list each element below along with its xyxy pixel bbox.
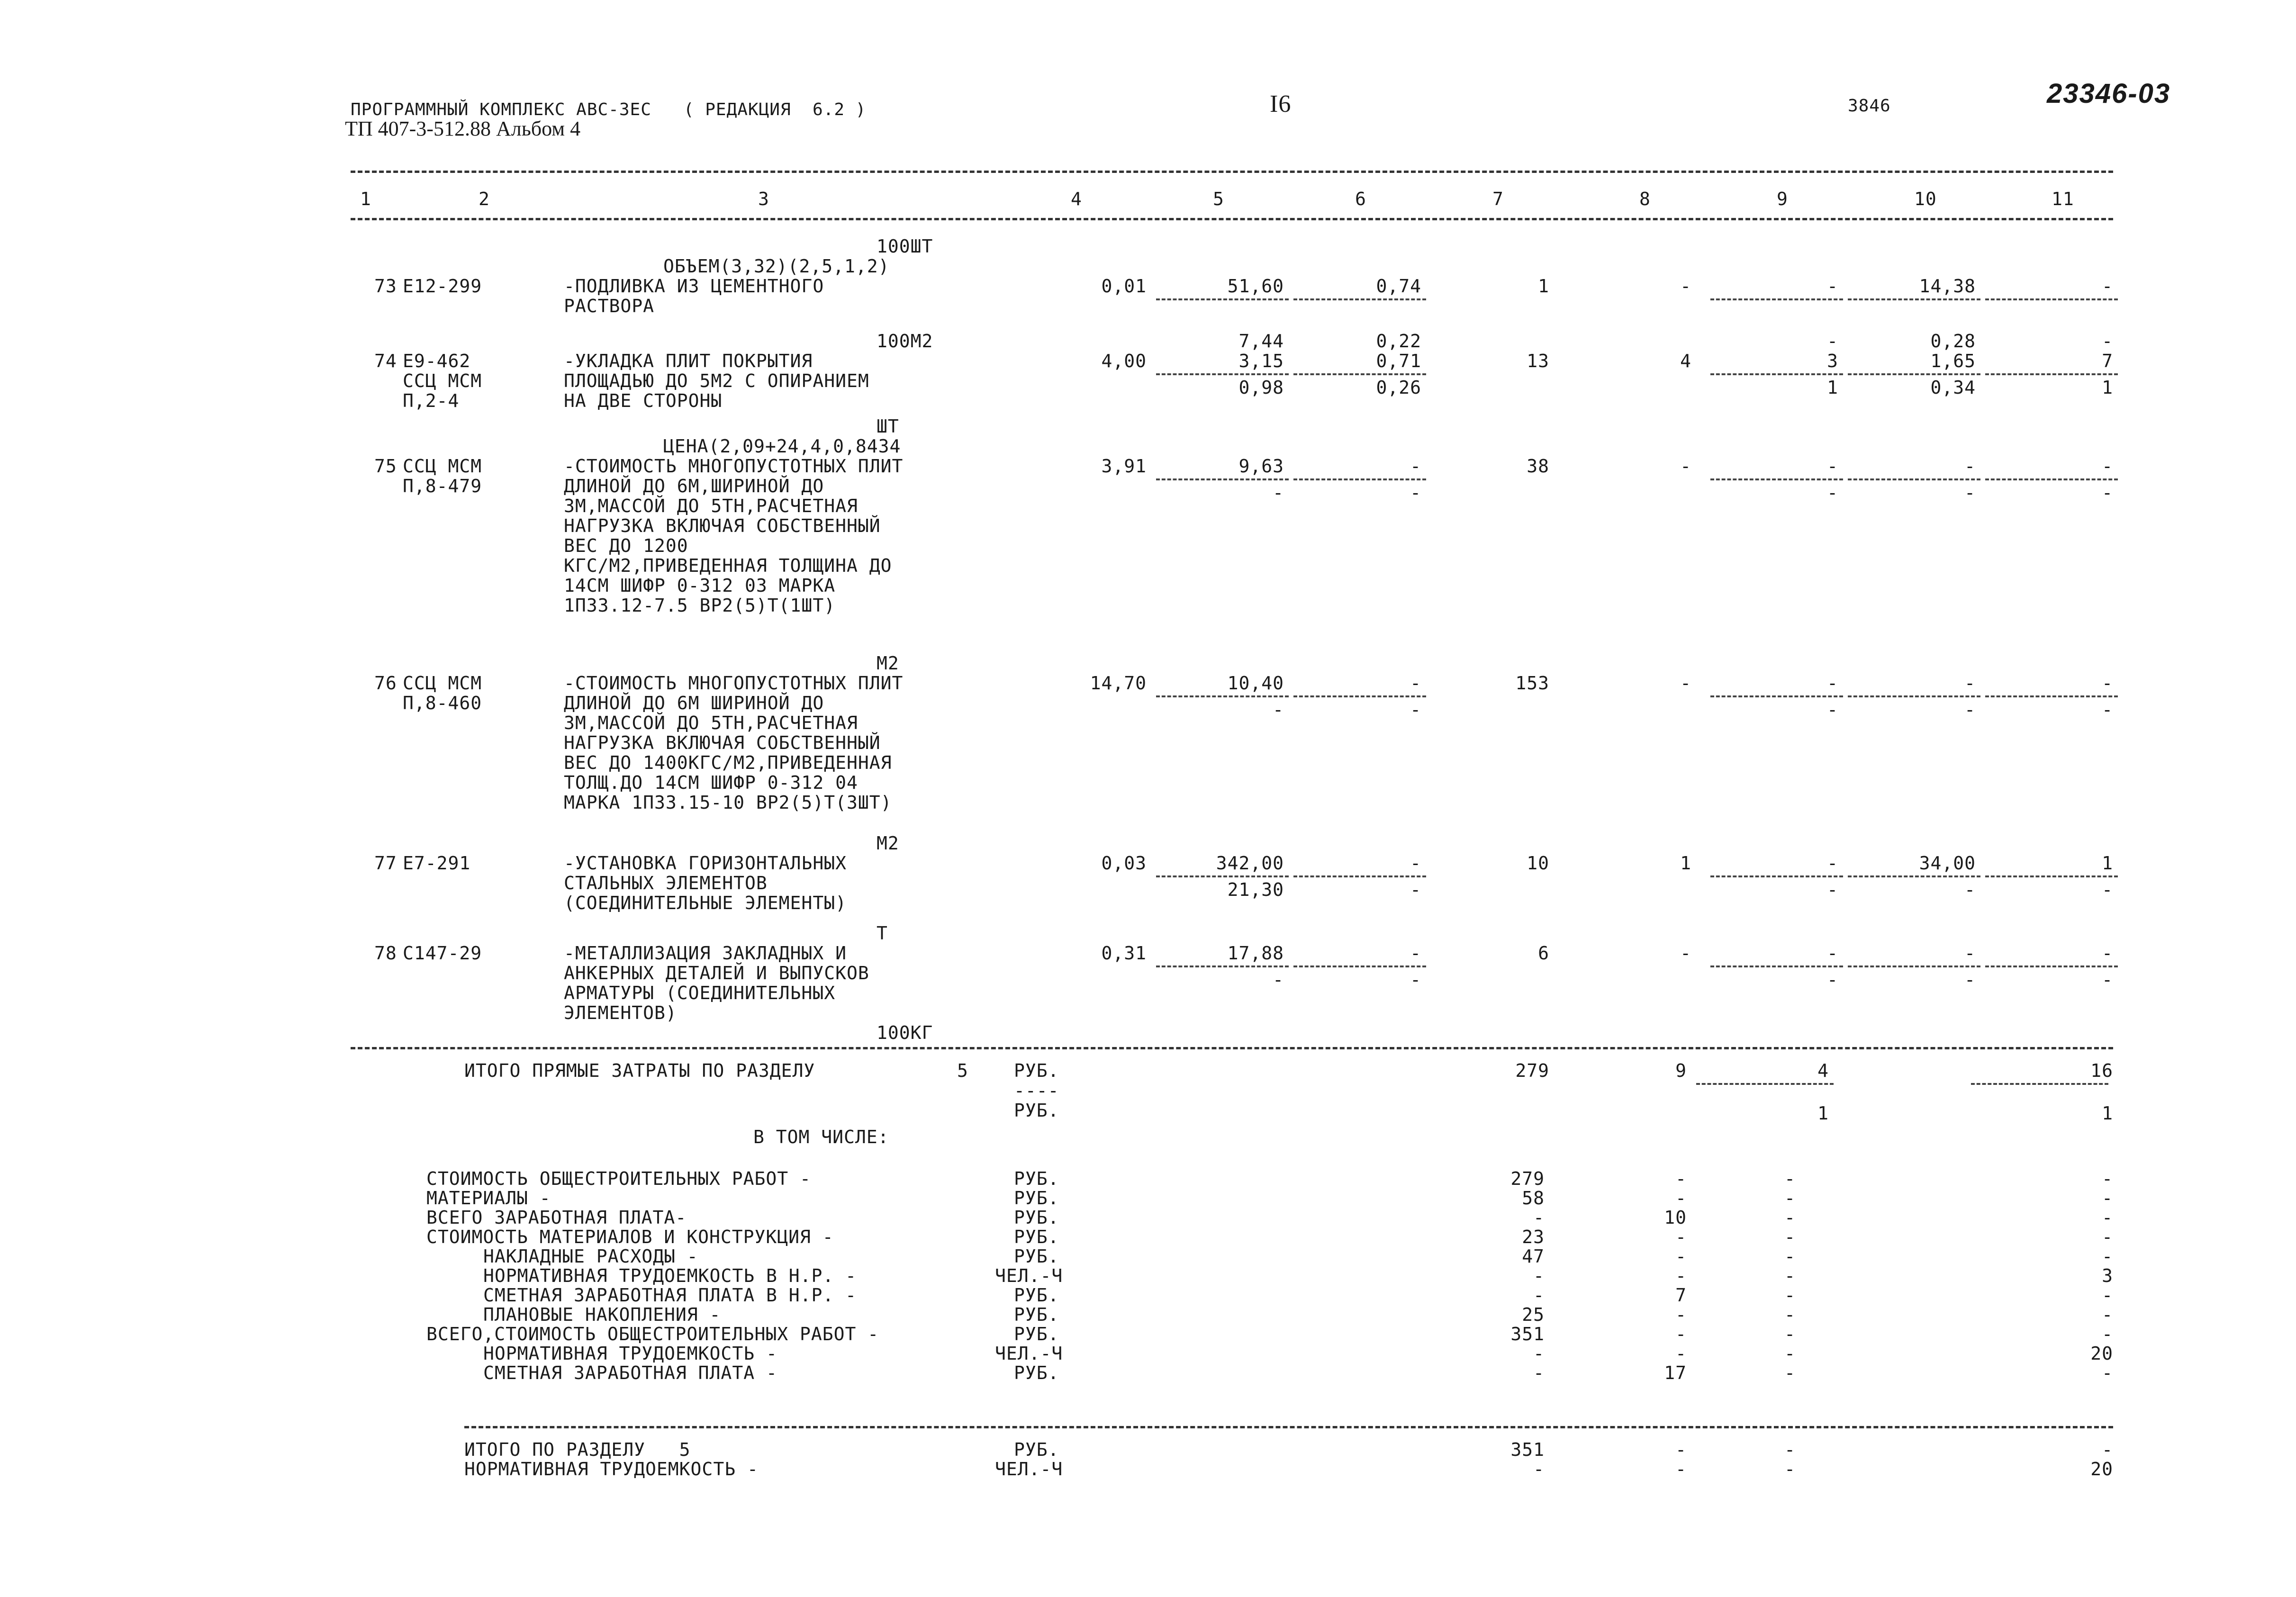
summary-label: НАКЛАДНЫЕ РАСХОДЫ - [483,1246,698,1267]
unit-label: ШТ [877,416,899,437]
work-description: 3М,МАССОЙ ДО 5ТН,РАСЧЕТНАЯ [564,496,858,516]
summary-label: СМЕТНАЯ ЗАРАБОТНАЯ ПЛАТА - [483,1362,777,1383]
work-description: АРМАТУРЫ (СОЕДИНИТЕЛЬНЫХ [564,983,836,1003]
cell-c6-bottom: 0,26 [1376,377,1421,398]
summary-c11: 3 [2102,1265,2113,1286]
dashed-separator [1971,1083,2108,1085]
section-number: 5 [957,1060,968,1081]
summary-c8: - [1675,1188,1687,1209]
summary-c11: - [2102,1188,2113,1209]
document-code: 3846 [1848,96,1891,116]
summary-c7: 351 [1510,1324,1545,1344]
work-description: -СТОИМОСТЬ МНОГОПУСТОТНЫХ ПЛИТ [564,456,904,477]
cell-c9-top: - [1827,331,1838,352]
cell-total: 1 [1538,276,1549,297]
cell-total: 13 [1527,351,1549,371]
cell-c10-top: 0,28 [1930,331,1976,352]
dashed-separator-c5 [1156,875,1289,877]
work-description: ПЛОЩАДЬЮ ДО 5М2 С ОПИРАНИЕМ [564,370,869,391]
work-description: (СОЕДИНИТЕЛЬНЫЕ ЭЛЕМЕНТЫ) [564,893,847,913]
norm-code: П,2-4 [403,390,460,411]
dashed-separator-c9 [1710,695,1843,697]
summary-c9: - [1784,1362,1796,1383]
cell-quantity: 4,00 [1101,351,1147,371]
cell-c9: - [1827,456,1838,477]
cell-c6: - [1410,673,1421,694]
cell-c8: 4 [1680,351,1691,371]
dashed-separator-c10 [1848,373,1980,375]
norm-code: Е9-462 [403,351,471,371]
cell-c9-bottom: - [1827,969,1838,990]
unit-label: РУБ. [1014,1060,1059,1081]
cell-unit-cost: 51,60 [1227,276,1284,297]
work-description: ТОЛЩ.ДО 14СМ ШИФР 0-312 04 [564,772,858,793]
cell-c11-bottom: - [2102,879,2113,900]
summary-label: ВСЕГО ЗАРАБОТНАЯ ПЛАТА- [426,1207,687,1228]
final-c11: 20 [2090,1459,2113,1480]
work-description: ДЛИНОЙ ДО 6М,ШИРИНОЙ ДО [564,476,824,496]
column-header-2: 2 [479,189,490,209]
unit-label: ЧЕЛ.-Ч [995,1459,1063,1480]
cell-c9-bottom: - [1827,482,1838,503]
handwritten-stamp: 23346-03 [2047,78,2171,109]
summary-label: СТОИМОСТЬ МАТЕРИАЛОВ И КОНСТРУКЦИЯ - [426,1227,834,1247]
unit-label: 100КГ [877,1022,933,1043]
cell-c9: - [1827,853,1838,874]
cell-c10: - [1964,456,1976,477]
album-title: ТП 407-3-512.88 Альбом 4 [345,117,581,140]
summary-c8: - [1675,1343,1687,1364]
final-label: ИТОГО ПО РАЗДЕЛУ 5 [464,1439,691,1460]
cell-total: 38 [1527,456,1549,477]
summary-c9: - [1784,1304,1796,1325]
final-label: НОРМАТИВНАЯ ТРУДОЕМКОСТЬ - [464,1459,759,1480]
dashed-separator-c6 [1293,373,1426,375]
summary-c9: - [1784,1324,1796,1344]
summary-c7: 58 [1522,1188,1545,1209]
unit-label: РУБ. [1014,1207,1059,1228]
cell-c11: 1 [2102,853,2113,874]
summary-label: ПЛАНОВЫЕ НАКОПЛЕНИЯ - [483,1304,721,1325]
unit-label: ЧЕЛ.-Ч [995,1265,1063,1286]
column-header-7: 7 [1492,189,1504,209]
cell-c9-bottom: 1 [1827,377,1838,398]
summary-c7: - [1533,1207,1545,1228]
unit-label: РУБ. [1014,1100,1059,1121]
cell-c11-top: - [2102,331,2113,352]
page-number: I6 [1270,90,1292,117]
cell-c9: - [1827,276,1838,297]
summary-label: НОРМАТИВНАЯ ТРУДОЕМКОСТЬ - [483,1343,777,1364]
dashed-separator-c10 [1848,695,1980,697]
total-direct-c11: 16 [2090,1060,2113,1081]
cell-c8: - [1680,673,1691,694]
summary-c9: - [1784,1265,1796,1286]
total-direct-c11-bottom: 1 [2102,1103,2113,1124]
cell-c9: 3 [1827,351,1838,371]
dashed-separator-c9 [1710,965,1843,967]
summary-c11: - [2102,1324,2113,1344]
unit-label: РУБ. [1014,1227,1059,1247]
work-description: НАГРУЗКА ВКЛЮЧАЯ СОБСТВЕННЫЙ [564,515,881,536]
total-direct-c9-bottom: 1 [1817,1103,1829,1124]
dashed-separator-c11 [1985,875,2118,877]
norm-code: П,8-460 [403,693,482,713]
summary-c7: 279 [1510,1168,1545,1189]
summary-c8: 7 [1675,1285,1687,1306]
cell-unit-cost: 10,40 [1227,673,1284,694]
cell-c10: - [1964,943,1976,964]
summary-c7: - [1533,1362,1545,1383]
summary-c11: - [2102,1227,2113,1247]
norm-code: ССЦ МСМ [403,370,482,391]
unit-label: М2 [877,833,899,854]
summary-c11: - [2102,1246,2113,1267]
summary-c11: - [2102,1285,2113,1306]
unit-label: РУБ. [1014,1362,1059,1383]
row-number: 73 [374,276,397,297]
dashed-separator-c11 [1985,965,2118,967]
summary-c11: - [2102,1207,2113,1228]
unit-label: РУБ. [1014,1324,1059,1344]
summary-c7: 25 [1522,1304,1545,1325]
cell-c5-bottom: - [1273,699,1284,720]
summary-c8: - [1675,1265,1687,1286]
cell-c6: - [1410,943,1421,964]
cell-total: 10 [1527,853,1549,874]
cell-c10: 14,38 [1919,276,1976,297]
final-c9: - [1784,1459,1796,1480]
unit-label: РУБ. [1014,1246,1059,1267]
column-header-6: 6 [1355,189,1366,209]
column-header-8: 8 [1639,189,1651,209]
summary-c11: 20 [2090,1343,2113,1364]
row-number: 77 [374,853,397,874]
cell-c11: 7 [2102,351,2113,371]
cell-c5-top: 7,44 [1238,331,1284,352]
cell-c9: - [1827,943,1838,964]
column-header-4: 4 [1071,189,1082,209]
quantity-formula: ЦЕНА(2,09+24,4,0,8434 [663,436,901,457]
unit-label: РУБ. [1014,1168,1059,1189]
row-number: 78 [374,943,397,964]
table-top-rule [351,171,2113,173]
dashed-separator-c11 [1985,373,2118,375]
cell-c6: 0,74 [1376,276,1421,297]
unit-label: РУБ. [1014,1188,1059,1209]
summary-c7: - [1533,1265,1545,1286]
cell-quantity: 0,31 [1101,943,1147,964]
cell-c6-bottom: - [1410,969,1421,990]
final-c8: - [1675,1439,1687,1460]
cell-unit-cost: 342,00 [1216,853,1284,874]
work-description: 3М,МАССОЙ ДО 5ТН,РАСЧЕТНАЯ [564,713,858,733]
total-direct-label: ИТОГО ПРЯМЫЕ ЗАТРАТЫ ПО РАЗДЕЛУ [464,1060,815,1081]
summary-label: НОРМАТИВНАЯ ТРУДОЕМКОСТЬ В Н.Р. - [483,1265,857,1286]
summary-c8: 17 [1664,1362,1687,1383]
dashed-separator-c9 [1710,298,1843,300]
dashed-separator-c5 [1156,478,1289,480]
summary-label: ВСЕГО,СТОИМОСТЬ ОБЩЕСТРОИТЕЛЬНЫХ РАБОТ - [426,1324,879,1344]
cell-c6: - [1410,853,1421,874]
cell-c10-bottom: - [1964,879,1976,900]
summary-c7: 23 [1522,1227,1545,1247]
dashed-separator-c6 [1293,875,1426,877]
column-header-9: 9 [1777,189,1788,209]
work-description: ЭЛЕМЕНТОВ) [564,1002,677,1023]
summary-c9: - [1784,1168,1796,1189]
cell-c6-bottom: - [1410,482,1421,503]
cell-quantity: 3,91 [1101,456,1147,477]
summary-c11: - [2102,1304,2113,1325]
summary-c11: - [2102,1362,2113,1383]
work-description: -УСТАНОВКА ГОРИЗОНТАЛЬНЫХ [564,853,847,874]
summary-c11: - [2102,1168,2113,1189]
cell-c10-bottom: - [1964,482,1976,503]
norm-code: ССЦ МСМ [403,456,482,477]
dashed-separator-c9 [1710,373,1843,375]
final-c9: - [1784,1439,1796,1460]
total-direct-c7: 279 [1515,1060,1549,1081]
norm-code: П,8-479 [403,476,482,496]
dashed-separator-c5 [1156,965,1289,967]
summary-c8: - [1675,1227,1687,1247]
dashed-separator-c10 [1848,298,1980,300]
work-description: ВЕС ДО 1200 [564,535,688,556]
cell-c11: - [2102,276,2113,297]
cell-unit-cost: 17,88 [1227,943,1284,964]
cell-c10: 1,65 [1930,351,1976,371]
summary-c9: - [1784,1207,1796,1228]
unit-label: М2 [877,653,899,674]
dashed-separator-c11 [1985,695,2118,697]
cell-quantity: 0,01 [1101,276,1147,297]
norm-code: Е12-299 [403,276,482,297]
summary-c8: 10 [1664,1207,1687,1228]
work-description: СТАЛЬНЫХ ЭЛЕМЕНТОВ [564,873,768,893]
unit-separator: ---- [1014,1080,1059,1101]
work-description: ДЛИНОЙ ДО 6М ШИРИНОЙ ДО [564,693,824,713]
unit-label: ЧЕЛ.-Ч [995,1343,1063,1364]
summary-label: СМЕТНАЯ ЗАРАБОТНАЯ ПЛАТА В Н.Р. - [483,1285,857,1306]
dashed-separator-c10 [1848,965,1980,967]
summary-c8: - [1675,1304,1687,1325]
unit-label: РУБ. [1014,1439,1059,1460]
cell-c6: - [1410,456,1421,477]
cell-c6: 0,71 [1376,351,1421,371]
cell-c10: - [1964,673,1976,694]
unit-label: Т [877,923,888,944]
final-rule [464,1426,2113,1428]
dashed-separator-c10 [1848,478,1980,480]
dashed-separator-c11 [1985,298,2118,300]
summary-c7: - [1533,1343,1545,1364]
summary-label: МАТЕРИАЛЫ - [426,1188,551,1209]
summary-c9: - [1784,1188,1796,1209]
work-description: 14СМ ШИФР 0-312 03 МАРКА [564,575,836,596]
unit-label: РУБ. [1014,1304,1059,1325]
summary-c9: - [1784,1227,1796,1247]
column-header-3: 3 [758,189,769,209]
work-description: ВЕС ДО 1400КГС/М2,ПРИВЕДЕННАЯ [564,752,892,773]
dashed-separator-c5 [1156,298,1289,300]
summary-c7: - [1533,1285,1545,1306]
norm-code: Е7-291 [403,853,471,874]
summary-c7: 47 [1522,1246,1545,1267]
cell-c5-bottom: - [1273,482,1284,503]
cell-c5-bottom: - [1273,969,1284,990]
cell-unit-cost: 9,63 [1238,456,1284,477]
summary-c8: - [1675,1168,1687,1189]
dashed-separator-c6 [1293,695,1426,697]
section-rule [351,1047,2113,1049]
dashed-separator-c11 [1985,478,2118,480]
cell-c6-bottom: - [1410,879,1421,900]
summary-c9: - [1784,1246,1796,1267]
cell-c8: 1 [1680,853,1691,874]
column-header-11: 11 [2052,189,2074,209]
final-c7: 351 [1510,1439,1545,1460]
cell-total: 153 [1515,673,1549,694]
cell-c8: - [1680,943,1691,964]
dashed-separator-c6 [1293,965,1426,967]
cell-c5-bottom: 0,98 [1238,377,1284,398]
work-description: -МЕТАЛЛИЗАЦИЯ ЗАКЛАДНЫХ И [564,943,847,964]
summary-c8: - [1675,1324,1687,1344]
total-direct-c8: 9 [1675,1060,1687,1081]
cell-c9-bottom: - [1827,699,1838,720]
cell-quantity: 0,03 [1101,853,1147,874]
row-number: 76 [374,673,397,694]
work-description: НА ДВЕ СТОРОНЫ [564,390,723,411]
unit-label: 100М2 [877,331,933,352]
norm-code: ССЦ МСМ [403,673,482,694]
quantity-formula: ОБЪЕМ(3,32)(2,5,1,2) [663,256,890,277]
unit-label: 100ШТ [877,236,933,257]
row-number: 75 [374,456,397,477]
cell-c9: - [1827,673,1838,694]
work-description: 1П33.12-7.5 ВР2(5)Т(1ШТ) [564,595,836,616]
dashed-separator-c5 [1156,695,1289,697]
norm-code: С147-29 [403,943,482,964]
column-header-1: 1 [360,189,371,209]
work-description: -УКЛАДКА ПЛИТ ПОКРЫТИЯ [564,351,813,371]
column-header-10: 10 [1914,189,1937,209]
work-description: РАСТВОРА [564,296,655,316]
dashed-separator-c9 [1710,875,1843,877]
table-header-rule [351,218,2113,220]
cell-c11: - [2102,673,2113,694]
cell-c8: - [1680,276,1691,297]
summary-c8: - [1675,1246,1687,1267]
work-description: КГС/М2,ПРИВЕДЕННАЯ ТОЛЩИНА ДО [564,555,892,576]
cell-c11-bottom: 1 [2102,377,2113,398]
total-direct-c9: 4 [1817,1060,1829,1081]
program-title: ПРОГРАММНЫЙ КОМПЛЕКС АВС-3ЕС ( РЕДАКЦИЯ 6.2 ) [351,100,867,119]
cell-c5-bottom: 21,30 [1227,879,1284,900]
cell-c10-bottom: - [1964,699,1976,720]
final-c11: - [2102,1439,2113,1460]
cell-unit-cost: 3,15 [1238,351,1284,371]
cell-c10: 34,00 [1919,853,1976,874]
cell-c11: - [2102,456,2113,477]
including-heading: В ТОМ ЧИСЛЕ: [753,1127,889,1147]
summary-label: СТОИМОСТЬ ОБЩЕСТРОИТЕЛЬНЫХ РАБОТ - [426,1168,811,1189]
dashed-separator [1696,1083,1834,1085]
dashed-separator-c9 [1710,478,1843,480]
work-description: -ПОДЛИВКА ИЗ ЦЕМЕНТНОГО [564,276,824,297]
work-description: -СТОИМОСТЬ МНОГОПУСТОТНЫХ ПЛИТ [564,673,904,694]
column-header-5: 5 [1213,189,1224,209]
cell-c6-top: 0,22 [1376,331,1421,352]
unit-label: РУБ. [1014,1285,1059,1306]
summary-c9: - [1784,1285,1796,1306]
summary-c9: - [1784,1343,1796,1364]
dashed-separator-c5 [1156,373,1289,375]
cell-c10-bottom: 0,34 [1930,377,1976,398]
cell-c11-bottom: - [2102,969,2113,990]
cell-c6-bottom: - [1410,699,1421,720]
cell-c10-bottom: - [1964,969,1976,990]
cell-c11-bottom: - [2102,699,2113,720]
row-number: 74 [374,351,397,371]
work-description: НАГРУЗКА ВКЛЮЧАЯ СОБСТВЕННЫЙ [564,732,881,753]
work-description: МАРКА 1П33.15-10 ВР2(5)Т(3ШТ) [564,792,892,813]
cell-total: 6 [1538,943,1549,964]
dashed-separator-c10 [1848,875,1980,877]
cell-quantity: 14,70 [1090,673,1147,694]
cell-c9-bottom: - [1827,879,1838,900]
cell-c11: - [2102,943,2113,964]
dashed-separator-c6 [1293,298,1426,300]
cell-c11-bottom: - [2102,482,2113,503]
final-c8: - [1675,1459,1687,1480]
final-c7: - [1533,1459,1545,1480]
work-description: АНКЕРНЫХ ДЕТАЛЕЙ И ВЫПУСКОВ [564,963,869,983]
dashed-separator-c6 [1293,478,1426,480]
cell-c8: - [1680,456,1691,477]
